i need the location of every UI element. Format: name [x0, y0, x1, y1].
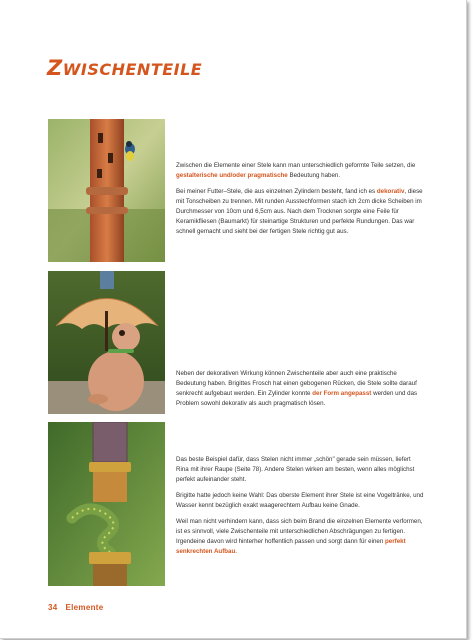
text-block-1 — [176, 161, 424, 243]
paragraph: Brigitte hatte jedoch keine Wahl: Das oberste Element ihrer Stele ist eine Vogeltränke, und Wasser kennt bezüglich exakt waagerechtem Aufbau keine Gnade. — [176, 492, 424, 509]
text-block-3 — [176, 455, 424, 563]
title-initial: Z — [47, 56, 63, 80]
title-rest: WISCHENTEILE — [62, 60, 203, 79]
page-footer — [48, 603, 103, 612]
paragraph: Zwischen die Elemente einer Stele kann man unterschiedlich geformte Teile setzen, die gestalterische und/oder pragmatische Bedeutung haben. — [176, 162, 416, 179]
paragraph: Bei meiner Futter–Stele, die aus einzelnen Zylindern besteht, fand ich es dekorativ, diese mit Tonscheiben zu trennen. Mit runden Ausstechformen stach ich 2cm dicke Scheiben im Durchmesser von 10cm und 6,5cm aus. Nach dem Trocknen sorgte eine Feile für Keramikfliesen (Baumarkt) für steinartige Strukturen und perfekte Rundungen. Das war schnell gemacht und sieht bei der fertigen Stele richtig gut aus. — [176, 188, 423, 235]
text-block-2 — [176, 369, 424, 415]
paragraph: Weil man nicht verhindern kann, dass sich beim Brand die einzelnen Elemente verformen, ist es sinnvoll, viele Zwischenteile mit unterschiedlichen Abschrägungen zu fertigen. Irgendeine davon wird hinterher hoffentlich passen und sorgt dann für einen perfekt senkrechten Aufbau. — [176, 518, 423, 555]
photo-feeder-stele — [48, 119, 165, 262]
photo-frog-stele — [48, 271, 165, 414]
photo-caterpillar-stele — [48, 422, 165, 586]
section-name: Elemente — [65, 603, 104, 612]
page-title — [47, 56, 202, 80]
paragraph: Neben der dekorativen Wirkung können Zwischenteile aber auch eine praktische Bedeutung haben. Brigittes Frosch hat einen gebogenen Rücken, die Stele sollte darauf senkrecht aufgebaut werden. Ein Zylinder konnte der Form angepasst werden und das Problem sowohl dekorativ als auch pragmatisch lösen. — [176, 370, 418, 407]
page-number: 34 — [48, 603, 58, 612]
paragraph: Das beste Beispiel dafür, dass Stelen nicht immer „schön" gerade sein müssen, liefert Rina mit ihrer Raupe (Seite 78). Andere Stelen wirken am besten, wenn alles möglichst perfekt aufeinander steht. — [176, 456, 415, 483]
